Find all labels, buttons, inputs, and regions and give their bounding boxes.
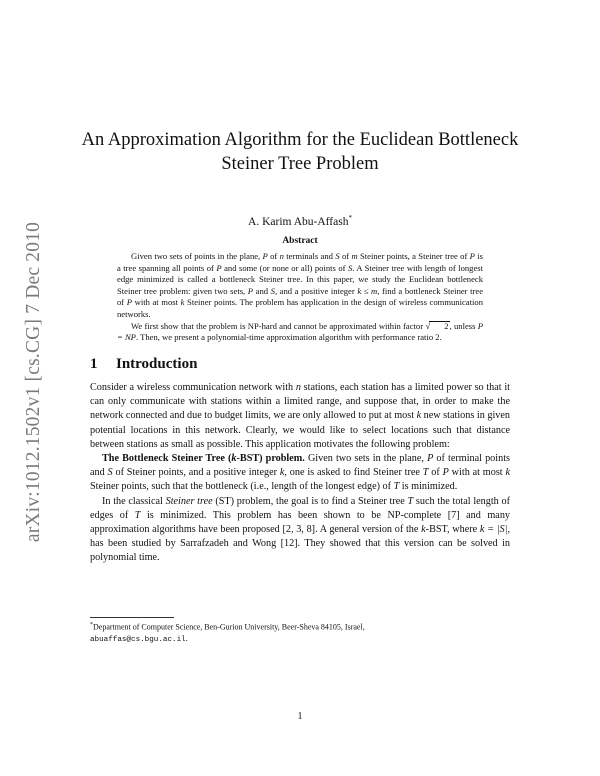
footnote-email: abuaffas@cs.bgu.ac.il [90, 635, 186, 644]
section-heading-introduction [90, 356, 197, 373]
author-footnote-mark: * [348, 214, 352, 222]
arxiv-identifier: arXiv:1012.1502v1 [cs.CG] 7 Dec 2010 [23, 221, 44, 543]
intro-paragraph-2: The Bottleneck Steiner Tree (k-BST) problem. Given two sets in the plane, P of terminal points and S of Steiner points, and a positive integer k, one is asked to find Steiner tree T of P with at most k Steiner points, such that the bottleneck (i.e., length of the longest edge) of T is minimized. [90, 453, 510, 493]
intro-paragraph-1: Consider a wireless communication network with n stations, each station has a limited power so that it can only communicate with stations within a limited range, and suppose that, in order to make the network connected and due to budget limits, we are only allowed to put at most k new stations in given potential locations in this network. Clearly, we would like to select locations such that distance between stations as small as possible. This application motivates the following problem: [90, 382, 510, 450]
intro-paragraph-3: In the classical Steiner tree (ST) problem, the goal is to find a Steiner tree T such the total length of edges of T is minimized. This problem has been shown to be NP-complete [7] and many approximation algorithms have been proposed [2, 3, 8]. A general version of the k-BST, where k = |S|, has been studied by Sarrafzadeh and Wong [12]. They showed that this version can be solved in polynomial time. [90, 495, 511, 564]
introduction-body [90, 381, 510, 566]
section-number: 1 [90, 356, 98, 372]
footnote: *Department of Computer Science, Ben-Gurion University, Beer-Sheva 84105, Israel, abuaffas@cs.bgu.ac.il. [90, 622, 365, 644]
title-line-2: Steiner Tree Problem [221, 154, 379, 174]
abstract-paragraph-1: Given two sets of points in the plane, P of n terminals and S of m Steiner points, a Steiner tree of P is a tree spanning all points of P and some (or none or all) points of S. A Steiner tree with length of longest edge minimized is called a bottleneck Steiner tree. In this paper, we study the Euclidean bottleneck Steiner tree problem: given two sets, P and S, and a positive integer k ≤ m, find a bottleneck Steiner tree of P with at most k Steiner points. The problem has application in the design of wireless communication networks. [117, 251, 484, 319]
page-number: 1 [297, 711, 303, 722]
title-line-1: An Approximation Algorithm for the Euclidean Bottleneck [81, 130, 519, 150]
arxiv-stamp [10, 212, 58, 552]
footnote-affiliation: Department of Computer Science, Ben-Gurion University, Beer-Sheva 84105, Israel, [93, 622, 365, 632]
footnote-divider [90, 617, 174, 618]
author [60, 214, 540, 228]
section-title: Introduction [116, 356, 198, 372]
footnote-mark: * [90, 622, 93, 628]
author-name: A. Karim Abu-Affash [248, 215, 349, 228]
abstract-heading: Abstract [282, 236, 318, 246]
sqrt-symbol: √ [425, 320, 431, 331]
abstract-body [117, 251, 483, 344]
paper-title [60, 128, 540, 176]
abstract-paragraph-2: We first show that the problem is NP-hard and cannot be approximated within factor √ 2, unless P = NP. Then, we present a polynomial-time approximation algorithm with performance ratio 2. [117, 320, 483, 343]
